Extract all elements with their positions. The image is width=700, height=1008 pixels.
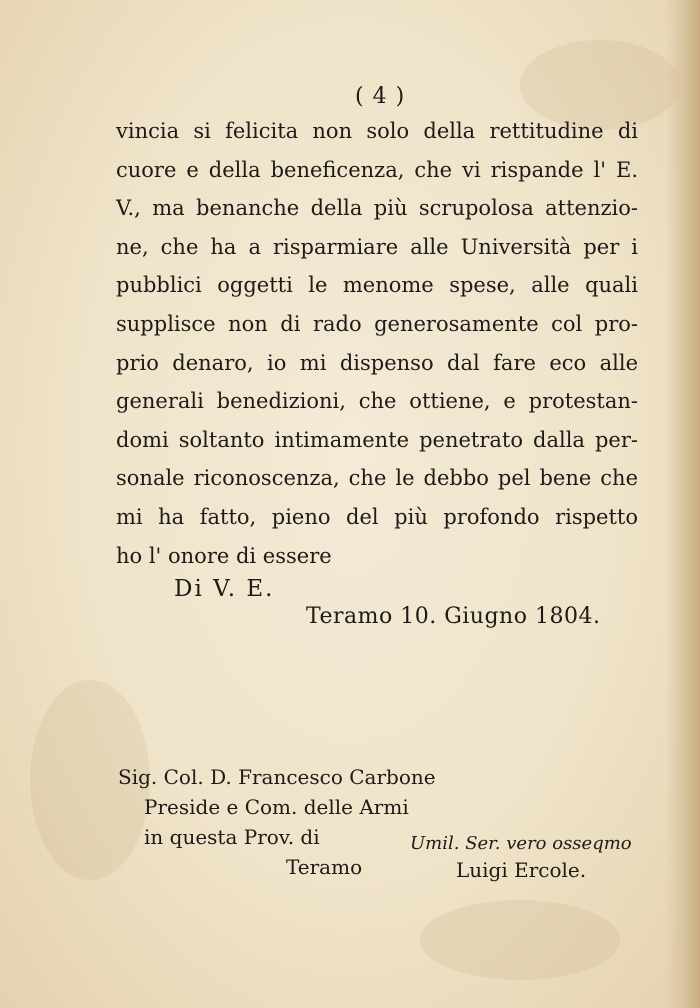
body-line: cuore e della beneficenza, che vi rispande l' E. xyxy=(116,157,638,182)
body-line: V., ma benanche della più scrupolosa attenzio- xyxy=(116,196,638,221)
body-line: ne, che ha a risparmiare alle Università per i xyxy=(116,234,638,259)
body-line: mi ha fatto, pieno del più profondo rispetto xyxy=(116,504,638,529)
salutation: Di V. E. xyxy=(174,576,275,602)
addressee-block xyxy=(118,762,436,882)
body-line: ho l' onore di essere xyxy=(116,543,332,568)
body-line: generali benedizioni, che ottiene, e protestan- xyxy=(116,389,638,414)
page-edge xyxy=(666,0,700,1008)
addressee-line: Teramo xyxy=(286,855,363,879)
body-line: vincia si felicita non solo della rettitudine di xyxy=(116,119,638,143)
signature-name: Luigi Ercole. xyxy=(456,858,587,882)
paper-stain xyxy=(420,900,620,980)
body-line: pubblici oggetti le menome spese, alle quali xyxy=(116,273,638,298)
body-line: sonale riconoscenza, che le debbo pel bene che xyxy=(116,466,638,491)
body-line: supplisce non di rado generosamente col pro- xyxy=(116,311,638,336)
addressee-line: Sig. Col. D. Francesco Carbone xyxy=(118,765,436,789)
letter-body xyxy=(116,112,638,575)
body-line: prio denaro, io mi dispenso dal fare eco alle xyxy=(116,350,638,375)
place-date: Teramo 10. Giugno 1804. xyxy=(306,604,601,629)
page-number: ( 4 ) xyxy=(355,84,406,109)
body-line: domi soltanto intimamente penetrato dalla per- xyxy=(116,427,638,452)
addressee-line: Preside e Com. delle Armi xyxy=(144,795,409,819)
addressee-line: in questa Prov. di xyxy=(144,825,320,849)
signature-closing: Umil. Ser. vero osseqmo xyxy=(410,833,632,854)
